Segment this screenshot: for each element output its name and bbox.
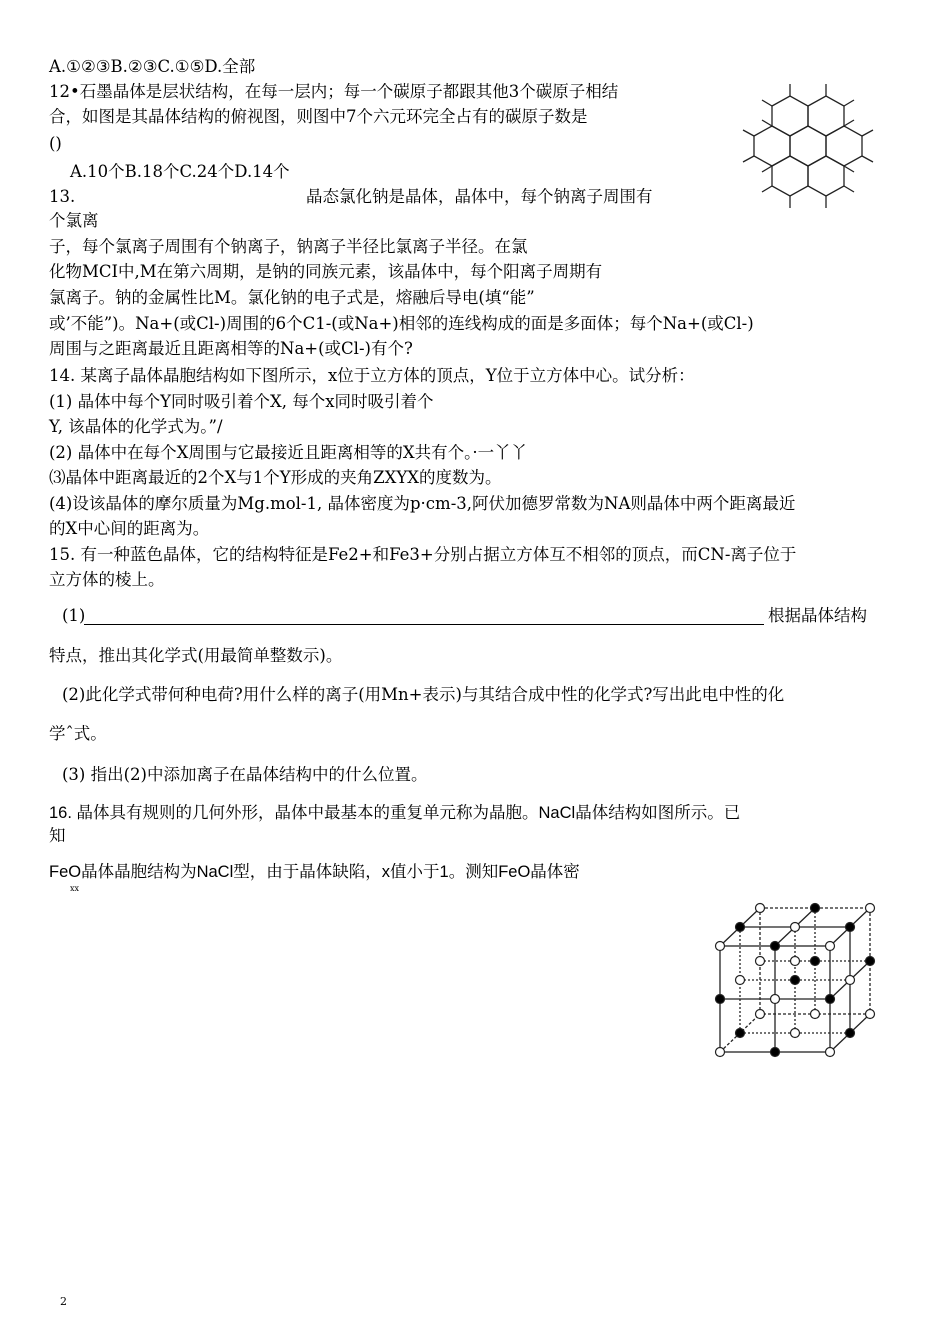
graphite-hexagon-figure [730,82,890,244]
answer-options-q11: A.①②③B.②③C.①⑤D.全部 [49,57,256,76]
subscript-note: xx [70,884,80,893]
question-12-line1: 12•石墨晶体是层状结构，在每一层内；每一个碳原子都跟其他3个碳原子相结 [49,82,619,101]
question-14-part2: (2) 晶体中在每个X周围与它最接近且距离相等的X共有个。·一丫丫 [49,443,528,462]
question-12-line2: 合，如图是其晶体结构的俯视图，则图中7个六元环完全占有的碳原子数是 [49,107,588,126]
question-14-part1-cont: Y, 该晶体的化学式为。”/ [49,417,223,436]
question-15-part1-cont: 特点，推出其化学式(用最简单整数示)。 [49,646,343,665]
question-15-line1: 15. 有一种蓝色晶体，它的结构特征是Fe2+和Fe3+分别占据立方体互不相邻的顶点，而CN-离子位于 [49,545,797,564]
question-13-line4: 化物MCI中,M在第六周期，是钠的同族元素，该晶体中，每个阳离子周期有 [49,262,603,281]
question-16-line3: FeO晶体晶胞结构为NaCl型，由于晶体缺陷，x值小于1。测知FeO晶体密 [49,863,580,881]
answer-blank-line [84,624,764,625]
question-14-part4-cont: 的X中心间的距离为。 [49,519,210,538]
page-number: 2 [60,1295,67,1308]
question-13-line2: 个氯离 [49,211,99,230]
question-14-part3: ⑶晶体中距离最近的2个X与1个Y形成的夹角ZXYX的度数为。 [49,468,502,487]
question-15-part1-number: (1) [62,606,86,625]
question-15-line2: 立方体的棱上。 [49,570,165,589]
question-13-line1: 晶态氯化钠是晶体，晶体中，每个钠离子周围有 [306,187,653,206]
nacl-crystal-cell-figure [712,900,887,1060]
answer-options-q12: A.10个B.18个C.24个D.14个 [70,162,290,181]
question-16-line2: 知 [49,827,66,845]
question-13-line7: 周围与之距离最近且距离相等的Na+(或Cl-)有个? [49,339,413,358]
question-15-part2-cont: 学ˆ式。 [49,724,107,743]
question-16-line1: 16. 晶体具有规则的几何外形，晶体中最基本的重复单元称为晶胞。NaCl晶体结构如图所示。已 [49,804,741,822]
question-15-part1-text: 根据晶体结构 [768,606,867,625]
question-15-part3: (3) 指出(2)中添加离子在晶体结构中的什么位置。 [62,765,428,784]
question-15-part2: (2)此化学式带何种电荷?用什么样的离子(用Mn+表示)与其结合成中性的化学式?写出此电中性的化 [62,685,785,704]
question-14-part4: (4)设该晶体的摩尔质量为Mg.mol-1, 晶体密度为p·cm-3,阿伏加德罗常数为NA则晶体中两个距离最近 [49,494,796,513]
question-13-line6: 或’不能”)。Na+(或Cl-)周围的6个C1-(或Na+)相邻的连线构成的面是多面体；每个Na+(或Cl-) [49,314,754,333]
question-14-part1: (1) 晶体中每个Y同时吸引着个X, 每个x同时吸引着个 [49,392,434,411]
question-13-line3: 子，每个氯离子周围有个钠离子，钠离子半径比氯离子半径。在氯 [49,237,528,256]
question-13-number: 13. [49,187,76,206]
question-12-paren: () [49,134,62,153]
question-13-line5: 氯离子。钠的金属性比M。氯化钠的电子式是，熔融后导电(填“能” [49,288,535,307]
question-14-line1: 14. 某离子晶体晶胞结构如下图所示，x位于立方体的顶点，Y位于立方体中心。试分析： [49,366,695,385]
